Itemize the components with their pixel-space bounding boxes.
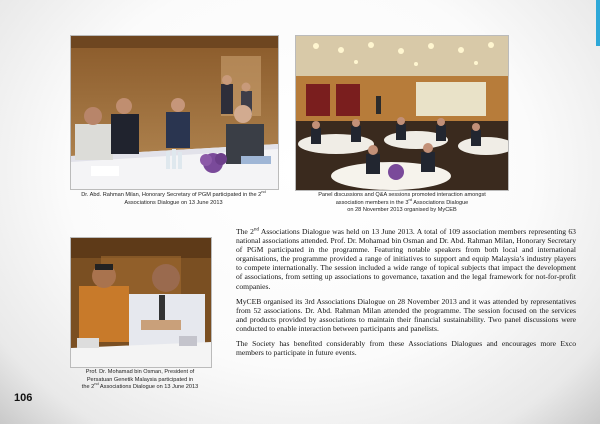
photo-3-caption: Prof. Dr. Mohamad bin Osman, President of Persatuan Genetik Malaysia participated in the 2nd Associations Dialogue on 13 June 2013	[81, 369, 199, 391]
paragraph-1: The 2nd Associations Dialogue was held on 13 June 2013. A total of 109 association members representing 63 national associations attended. Prof. Dr. Mohamad bin Osman and Dr. Abd. Rahman Milan, Honorary Secretary of PGM participated in the programme. Featuring notable speakers from both local and international organisations, the programme provided a range of initiatives to support and equip Malaysia’s industry players to compete internationally. The session included a wide range of topical subjects that impact the development of associations, from setting up associations to governance, taxation and the legal framework for not-for-profit companies.	[236, 227, 576, 291]
photo-seated-participants	[70, 237, 212, 368]
photo-1-caption: Dr. Abd. Rahman Milan, Honorary Secretary of PGM participated in the 2nd Associations Dialogue on 13 June 2013	[81, 189, 266, 206]
page-number: 106	[14, 392, 33, 404]
paragraph-2: MyCEB organised its 3rd Associations Dialogue on 28 November 2013 and it was attended by representatives from 52 associations. Dr. Abd. Rahman Milan attended the programme. The session focused on the services and products provided by associations to maintain their financial sustainability. Two panel discussions were conducted to enable interaction between participants and panelists.	[236, 296, 576, 333]
photo-2-caption: Panel discussions and Q&A sessions promoted interaction amongst association members in the 3rd Associations Dialogue on 28 November 2013 organised by MyCEB	[318, 192, 486, 214]
page-edge-tab	[596, 0, 600, 46]
article-body	[236, 227, 576, 363]
paragraph-3: The Society has benefited considerably from these Associations Dialogues and encourages more Exco members to participate in future events.	[236, 339, 576, 358]
photo-panel-discussion-hall	[295, 35, 509, 191]
photo-dialogue-table	[70, 35, 279, 190]
